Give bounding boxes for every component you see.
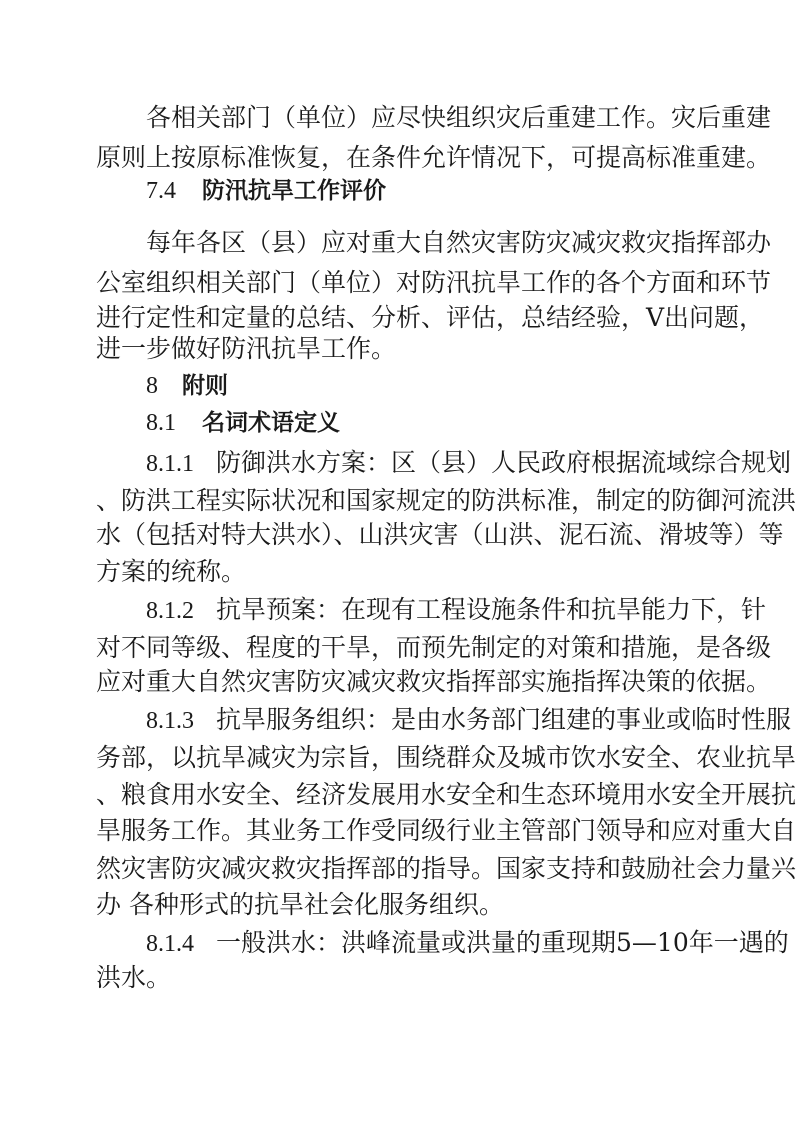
- paragraph-line: 每年各区（县）应对重大自然灾害防灾减灾救灾指挥部办: [146, 228, 772, 257]
- section-title: 防汛抗旱工作评价: [202, 178, 386, 204]
- paragraph-line: 防御洪水方案：区（县）人民政府根据流域综合规划: [216, 448, 792, 477]
- section-title: 附则: [182, 373, 228, 399]
- paragraph-line: 进行定性和定量的总结、分析、评估，总结经验，V出问题，: [96, 303, 765, 332]
- definition-item-8-1-2: [146, 590, 767, 630]
- paragraph-line: 洪水。: [96, 963, 172, 992]
- section-number: 8.1: [146, 410, 176, 436]
- item-number: 8.1.1: [146, 451, 194, 477]
- paragraph-line: 原则上按原标准恢复，在条件允许情况下，可提高标准重建。: [96, 143, 772, 172]
- item-number: 8.1.3: [146, 708, 194, 734]
- paragraph-line: 、粮食用水安全、经济发展用水安全和生态环境用水安全开展抗: [96, 780, 796, 809]
- section-heading-7-4: [146, 171, 698, 211]
- section-number: 8: [146, 373, 158, 399]
- paragraph-line: 水（包括对特大洪水）、山洪灾害（山洪、泥石流、滑坡等）等: [96, 520, 784, 549]
- definition-item-8-1-1: [146, 443, 792, 483]
- item-number: 8.1.4: [146, 931, 194, 957]
- paragraph-line: 旱服务工作。其业务工作受同级行业主管部门领导和应对重大自: [96, 816, 796, 845]
- paragraph-line: 进一步做好防汛抗旱工作。: [96, 334, 397, 363]
- paragraph-line: 各相关部门（单位）应尽快组织灾后重建工作。灾后重建: [146, 103, 772, 132]
- paragraph-line: 办 各种形式的抗旱社会化服务组织。: [96, 890, 504, 919]
- paragraph-line: 应对重大自然灾害防灾减灾救灾指挥部实施指挥决策的依据。: [96, 667, 772, 696]
- paragraph-line: 、防洪工程实际状况和国家规定的防洪标准，制定的防御河流洪: [96, 486, 796, 515]
- section-number: 7.4: [146, 178, 176, 204]
- section-title: 名词术语定义: [202, 410, 340, 436]
- paragraph-line: 然灾害防灾减灾救灾指挥部的指导。国家支持和鼓励社会力量兴: [96, 854, 796, 883]
- paragraph-line: 抗旱服务组织：是由水务部门组建的事业或临时性服: [216, 705, 792, 734]
- item-number: 8.1.2: [146, 598, 194, 624]
- section-heading-8-1: [146, 403, 698, 443]
- definition-item-8-1-4: [146, 923, 789, 963]
- paragraph-line: 公室组织相关部门（单位）对防汛抗旱工作的各个方面和环节: [96, 268, 772, 297]
- paragraph-line: 一般洪水：洪峰流量或洪量的重现期5—10年一遇的: [216, 928, 789, 957]
- definition-item-8-1-3: [146, 700, 792, 740]
- paragraph-line: 对不同等级、程度的干旱，而预先制定的对策和措施，是各级: [96, 633, 772, 662]
- paragraph-line: 抗旱预案：在现有工程设施条件和抗旱能力下，针: [216, 595, 767, 624]
- section-heading-8: [146, 366, 698, 406]
- paragraph-line: 务部，以抗旱减灾为宗旨，围绕群众及城市饮水安全、农业抗旱: [96, 743, 796, 772]
- paragraph-line: 方案的统称。: [96, 557, 247, 586]
